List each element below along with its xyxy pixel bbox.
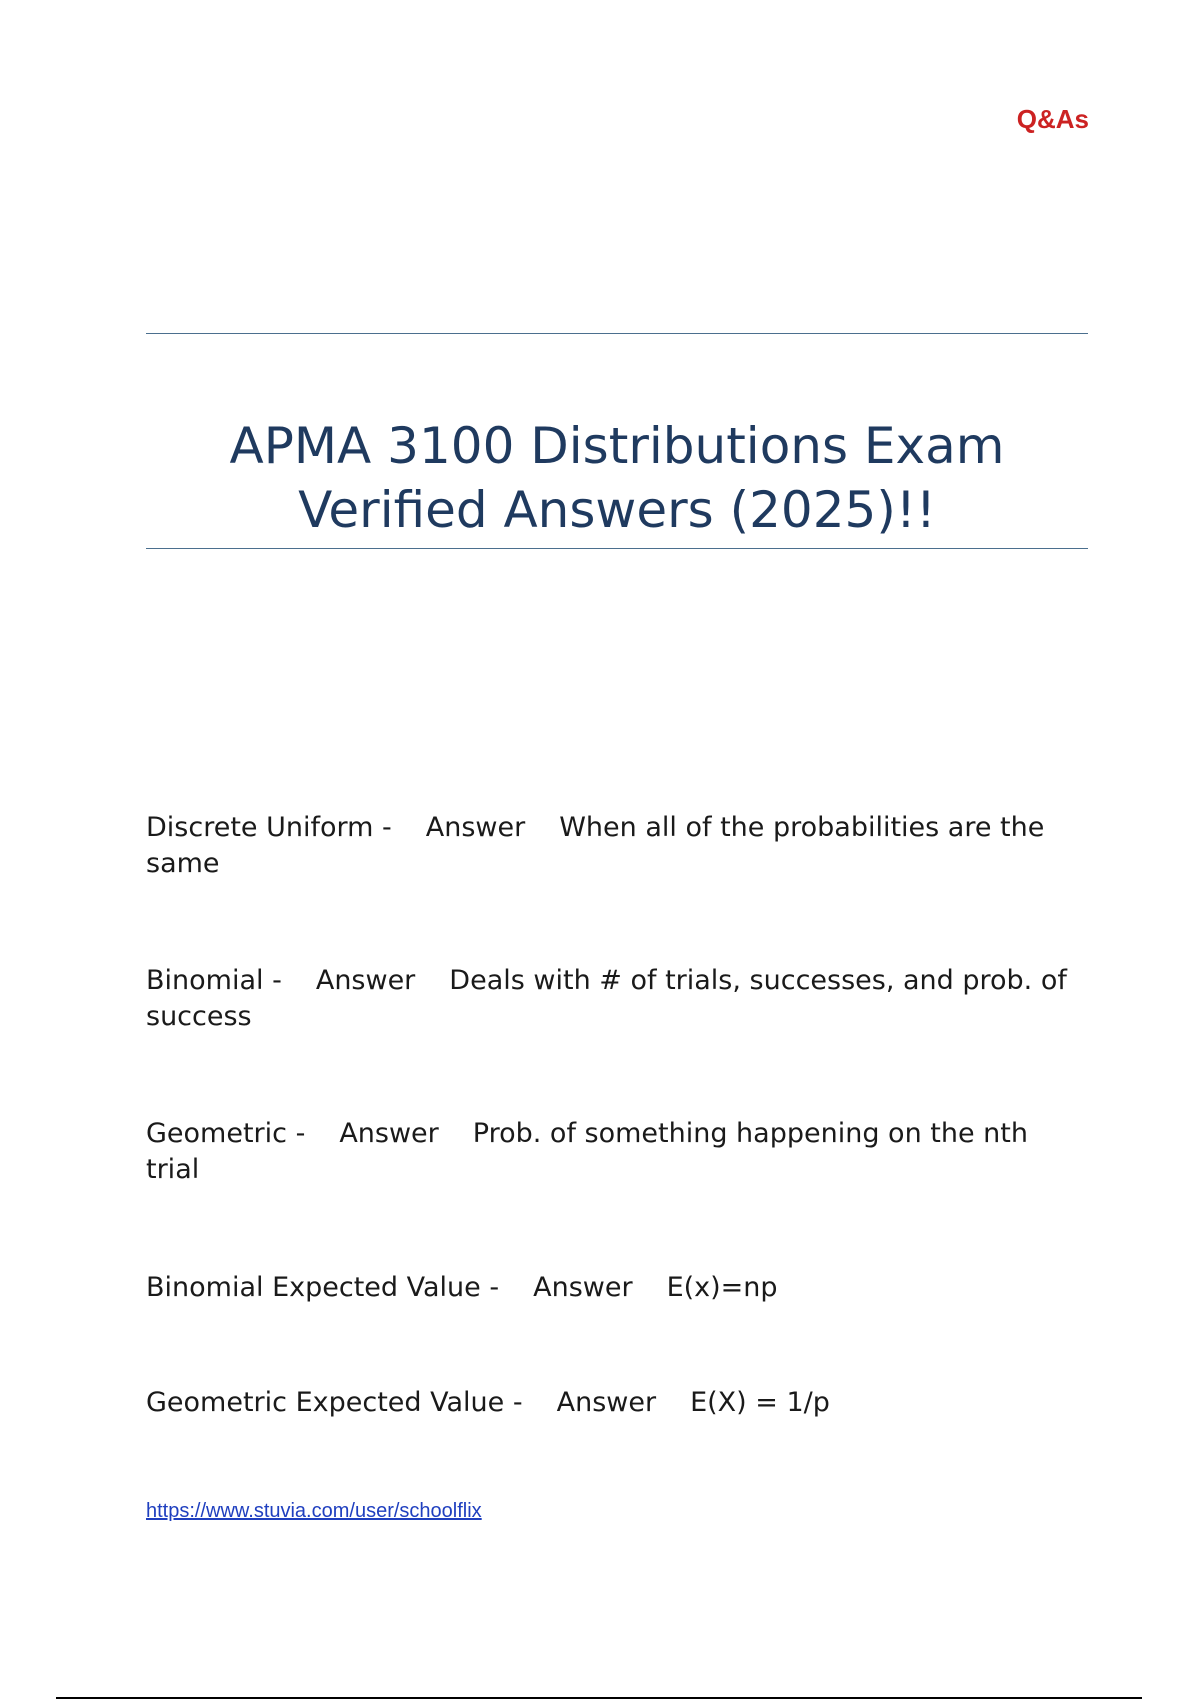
qa-question: Binomial Expected Value - <box>146 1272 500 1303</box>
qa-answer: Deals with # of trials, successes, and prob. of success <box>146 965 1067 1032</box>
qa-question: Geometric Expected Value - <box>146 1387 523 1418</box>
title-top-rule <box>146 333 1088 334</box>
title-line-1: APMA 3100 Distributions Exam <box>229 417 1005 475</box>
qa-question: Binomial - <box>146 965 282 996</box>
qa-answer-label: Answer <box>315 965 416 996</box>
qa-answer: When all of the probabilities are the same <box>146 812 1045 879</box>
qa-question: Geometric - <box>146 1118 306 1149</box>
qa-item <box>146 1385 1088 1421</box>
qa-answer-label: Answer <box>556 1387 657 1418</box>
title-line-2: Verified Answers (2025)!! <box>298 481 936 539</box>
qa-item <box>146 1270 1088 1306</box>
qa-question: Discrete Uniform - <box>146 812 392 843</box>
qa-answer: E(X) = 1/p <box>690 1387 830 1418</box>
footer-rule <box>56 1697 1142 1699</box>
title-bottom-rule <box>146 548 1088 549</box>
qa-item <box>146 963 1088 1035</box>
footer-link[interactable]: https://www.stuvia.com/user/schoolflix <box>146 1500 482 1522</box>
qa-answer-label: Answer <box>425 812 526 843</box>
document-title <box>146 414 1088 542</box>
qa-answer: E(x)=np <box>666 1272 778 1303</box>
header-tag: Q&As <box>1016 104 1089 134</box>
qa-answer-label: Answer <box>533 1272 633 1303</box>
qa-answer: Prob. of something happening on the nth trial <box>146 1118 1028 1185</box>
qa-item <box>146 810 1088 882</box>
qa-answer-label: Answer <box>339 1118 439 1149</box>
qa-item <box>146 1116 1088 1188</box>
